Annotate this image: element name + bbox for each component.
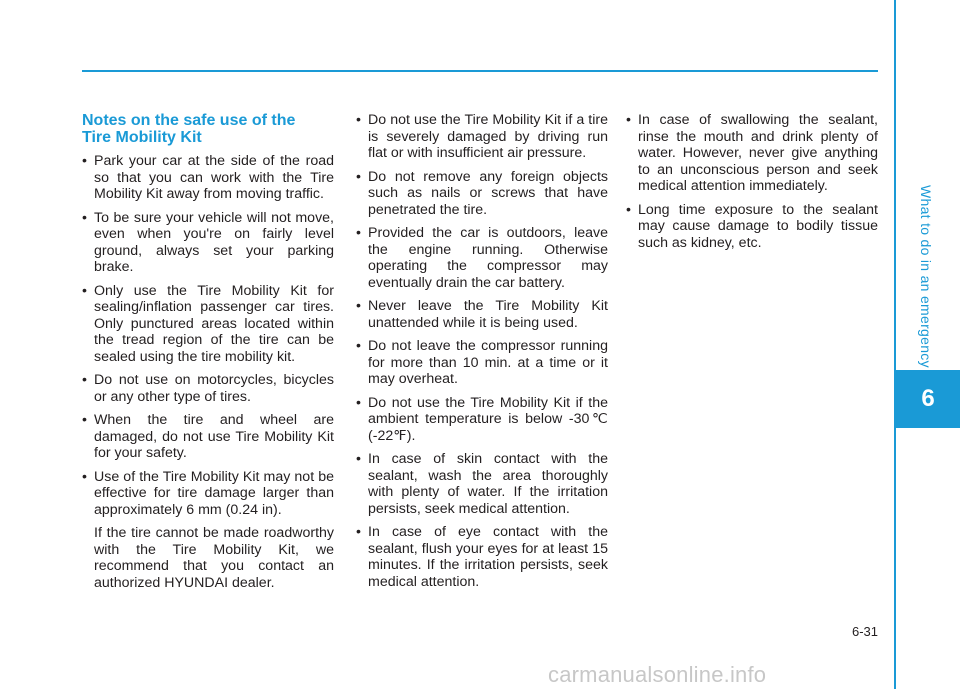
bullet-continuation: If the tire cannot be made roadworthy with the Tire Mobility Kit, we recommend that you contact an authorized HYUNDAI dealer. — [94, 525, 334, 591]
bullet-list-1 — [82, 153, 334, 518]
column-3 — [626, 112, 878, 258]
bullet-item: • Never leave the Tire Mobility Kit unattended while it is being used. — [356, 298, 608, 331]
heading-line-2: Tire Mobility Kit — [82, 129, 202, 146]
bullet-item: • Do not remove any foreign objects such as nails or screws that have penetrated the tire. — [356, 169, 608, 219]
page-number: 6-31 — [851, 624, 878, 639]
bullet-item: • Provided the car is outdoors, leave the engine running. Otherwise operating the compressor may eventually drain the car battery. — [356, 225, 608, 291]
header-rule — [82, 70, 878, 72]
section-heading — [82, 112, 334, 146]
watermark-text: carmanualsonline.info — [548, 662, 767, 687]
bullet-list-3 — [626, 112, 878, 251]
bullet-item: • In case of swallowing the sealant, rinse the mouth and drink plenty of water. However, never give anything to an unconscious person and seek medical attention immediately. — [626, 112, 878, 195]
bullet-item: • Do not use the Tire Mobility Kit if a tire is severely damaged by driving run flat or with insufficient air pressure. — [356, 112, 608, 162]
side-rule — [894, 0, 896, 689]
bullet-item: • Use of the Tire Mobility Kit may not be effective for tire damage larger than approximately 6 mm (0.24 in). — [82, 469, 334, 519]
bullet-item: • Only use the Tire Mobility Kit for sealing/inflation passenger car tires. Only punctured areas located within the tread region of the tire can be sealed using the tire mobility kit. — [82, 283, 334, 366]
chapter-tab: 6 — [896, 370, 960, 428]
bullet-item: • Do not leave the compressor running for more than 10 min. at a time or it may overheat. — [356, 338, 608, 388]
bullet-item: • In case of skin contact with the sealant, wash the area thoroughly with plenty of water. If the irritation persists, seek medical attention. — [356, 451, 608, 517]
bullet-item: • Long time exposure to the sealant may cause damage to bodily tissue such as kidney, etc. — [626, 202, 878, 252]
bullet-item: • Do not use the Tire Mobility Kit if the ambient temperature is below -30℃ (-22℉). — [356, 395, 608, 445]
column-2 — [356, 112, 608, 597]
bullet-item: • Park your car at the side of the road so that you can work with the Tire Mobility Kit away from moving traffic. — [82, 153, 334, 203]
bullet-list-2 — [356, 112, 608, 590]
bullet-item: • To be sure your vehicle will not move, even when you're on fairly level ground, always set your parking brake. — [82, 210, 334, 276]
section-title: What to do in an emergency — [918, 185, 934, 368]
bullet-item: • When the tire and wheel are damaged, do not use Tire Mobility Kit for your safety. — [82, 412, 334, 462]
column-1 — [82, 112, 334, 591]
heading-line-1: Notes on the safe use of the — [82, 112, 296, 129]
bullet-item: • In case of eye contact with the sealant, flush your eyes for at least 15 minutes. If the irritation persists, seek medical attention. — [356, 524, 608, 590]
bullet-item: • Do not use on motorcycles, bicycles or any other type of tires. — [82, 372, 334, 405]
